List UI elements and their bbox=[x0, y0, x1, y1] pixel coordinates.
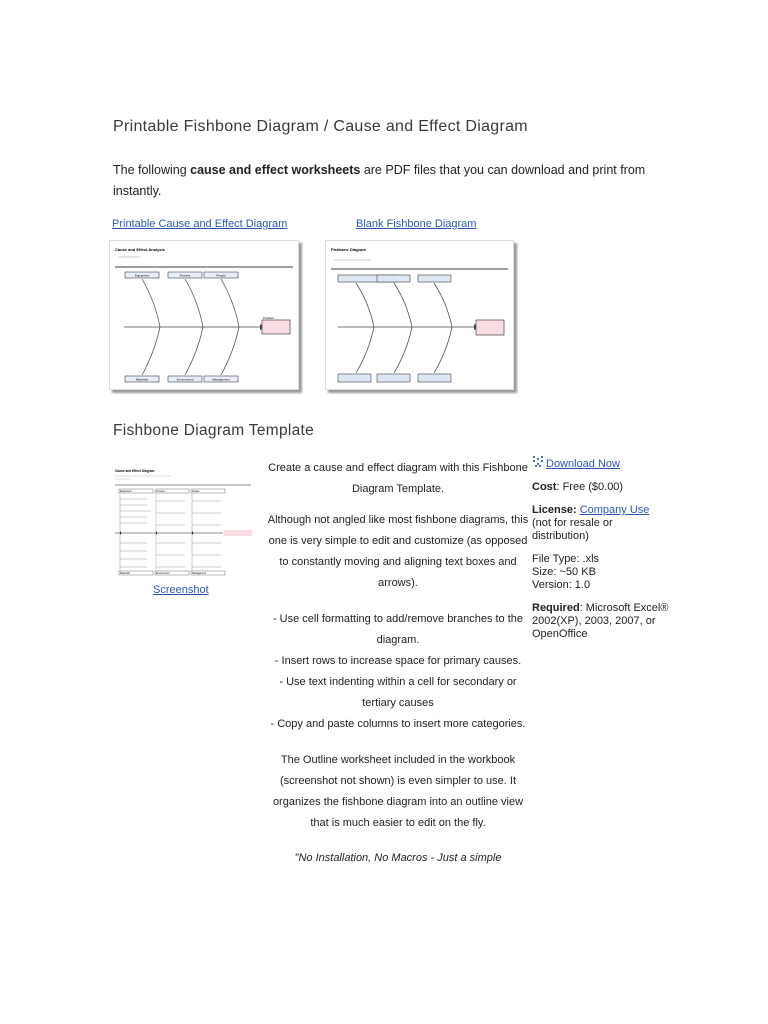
thumb1-cause-top-3: People bbox=[216, 273, 226, 278]
desc-bullet-1: - Use cell formatting to add/remove branches to the diagram. bbox=[272, 613, 524, 646]
blank-diagram-link[interactable]: Blank Fishbone Diagram bbox=[356, 218, 477, 230]
intro-bold: cause and effect worksheets bbox=[190, 163, 361, 177]
desc-customize: Although not angled like most fishbone diagrams, this one is very simple to edit and customize (as opposed to constantly moving and aligning text boxes and arrows). bbox=[267, 514, 529, 589]
page-title: Printable Fishbone Diagram / Cause and Effect Diagram bbox=[113, 118, 528, 135]
cost-label: Cost bbox=[532, 481, 557, 493]
download-now-link[interactable]: Download Now bbox=[546, 458, 620, 470]
template-screenshot-image bbox=[111, 463, 254, 579]
required-value: : Microsoft Excel® 2002(XP), 2003, 2007, or OpenOffice bbox=[532, 602, 669, 640]
intro-text bbox=[113, 160, 673, 202]
thumb2-heading: Fishbone Diagram bbox=[331, 247, 366, 252]
desc-bullet-2: - Insert rows to increase space for primary causes. bbox=[274, 655, 522, 667]
blank-diagram-thumbnail[interactable] bbox=[325, 240, 514, 390]
license-label: License: bbox=[532, 504, 577, 516]
license-note: (not for resale or distribution) bbox=[532, 517, 613, 542]
desc-quote: "No Installation, No Macros - Just a simple bbox=[294, 852, 502, 864]
section-title: Fishbone Diagram Template bbox=[113, 422, 315, 439]
screenshot-col-bottom-1: Materials bbox=[120, 572, 130, 576]
thumb1-cause-top-1: Equipment bbox=[134, 273, 150, 278]
thumb1-heading: Cause and Effect Analysis bbox=[115, 247, 165, 252]
file-version: Version: 1.0 bbox=[532, 579, 591, 591]
template-description bbox=[263, 458, 533, 869]
desc-outline: The Outline worksheet included in the workbook (screenshot not shown) is even simpler to use. It organizes the fishbone diagram into an outline view that is much easier to edit on the fly. bbox=[272, 754, 524, 829]
thumb1-cause-bottom-2: Environment bbox=[176, 377, 194, 382]
printable-diagram-link[interactable]: Printable Cause and Effect Diagram bbox=[112, 218, 288, 230]
desc-intro: Create a cause and effect diagram with this Fishbone Diagram Template. bbox=[268, 462, 528, 495]
screenshot-col-top-3: People bbox=[192, 490, 200, 494]
required-label: Required bbox=[532, 602, 580, 614]
download-sidebar bbox=[532, 455, 672, 651]
screenshot-col-top-2: Process bbox=[156, 490, 165, 494]
license-row bbox=[532, 504, 672, 543]
thumb1-cause-bottom-1: Materials bbox=[135, 377, 149, 382]
desc-bullet-3: - Use text indenting within a cell for secondary or tertiary causes bbox=[279, 676, 517, 709]
intro-part1: The following bbox=[113, 163, 191, 177]
required-row bbox=[532, 602, 672, 641]
screenshot-link[interactable]: Screenshot bbox=[153, 584, 209, 596]
screenshot-heading: Cause and Effect Diagram bbox=[115, 469, 155, 473]
template-screenshot-thumbnail[interactable] bbox=[111, 463, 254, 579]
fishbone-thumbnail-2 bbox=[326, 241, 513, 389]
desc-bullet-4: - Copy and paste columns to insert more categories. bbox=[270, 718, 526, 730]
file-type: File Type: .xls bbox=[532, 553, 600, 565]
file-info bbox=[532, 553, 672, 592]
thumb1-cause-bottom-3: Management bbox=[212, 377, 230, 382]
cost-row bbox=[532, 481, 672, 494]
screenshot-col-bottom-2: Environment bbox=[156, 572, 170, 576]
screenshot-col-top-1: Equipment bbox=[120, 490, 132, 494]
fishbone-thumbnail-1 bbox=[110, 241, 298, 389]
download-icon[interactable] bbox=[532, 455, 546, 469]
company-use-link[interactable]: Company Use bbox=[579, 504, 650, 516]
file-size: Size: ~50 KB bbox=[532, 566, 596, 578]
thumb1-cause-top-2: Process bbox=[179, 273, 191, 278]
screenshot-col-bottom-3: Management bbox=[192, 572, 206, 576]
download-row[interactable] bbox=[532, 455, 672, 471]
cost-value: : Free ($0.00) bbox=[556, 481, 624, 493]
thumb1-effect: Problem bbox=[263, 316, 275, 320]
printable-diagram-thumbnail[interactable] bbox=[109, 240, 299, 390]
intro-part2: are PDF files that you can download and print from instantly. bbox=[113, 163, 646, 198]
